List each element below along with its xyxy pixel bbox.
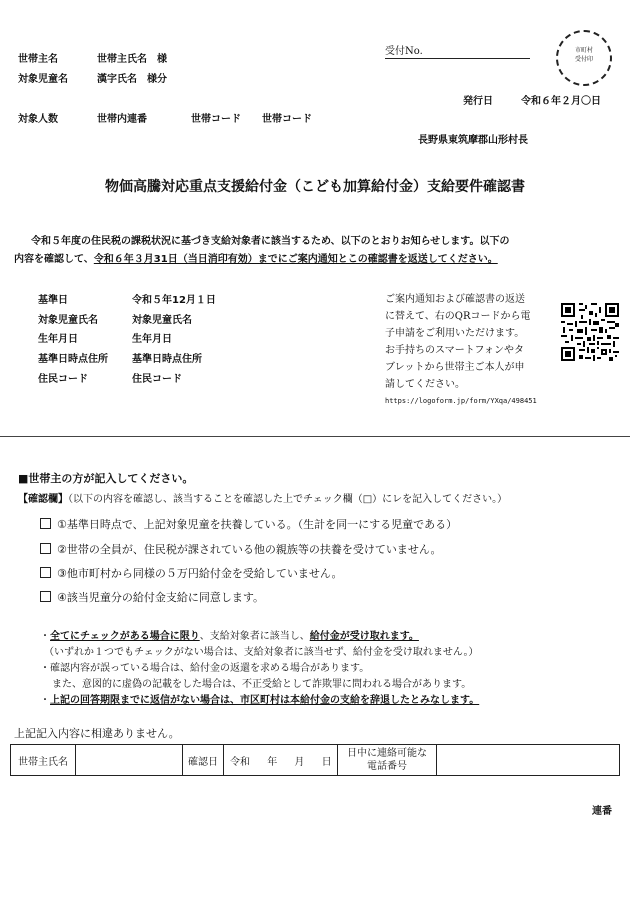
date-year: 年 [267, 756, 278, 768]
setai-value: 世帯主氏名 様 [97, 54, 167, 65]
date-input-cell[interactable] [224, 745, 338, 776]
note-5: ・上記の回答期限までに返信がない場合は、市区町村は本給付金の支給を辞退したとみなします。 [40, 695, 480, 706]
child-label: 対象児童名 [18, 74, 68, 85]
code-value: 世帯コード [262, 114, 312, 125]
intro-deadline: 令和６年３月31日（当日消印有効）までにご案内通知とこの確認書を返送してください。 [93, 254, 498, 265]
detail-label-0: 基準日 [38, 295, 68, 306]
online-line-3: お手持ちのスマートフォンやタ [385, 345, 524, 356]
document-title: 物価高騰対応重点支援給付金（こども加算給付金）支給要件確認書 [105, 179, 525, 195]
form-heading: ■世帯主の方が記入してください。 [18, 472, 194, 485]
receipt-number-field [385, 42, 530, 59]
name-label: 世帯主氏名 [18, 756, 68, 768]
detail-label-4: 住民コード [38, 374, 88, 385]
detail-value-2: 生年月日 [132, 334, 172, 345]
online-url[interactable]: https://logoform.jp/form/YXqa/498451 [385, 397, 537, 405]
checkbox-1[interactable] [40, 543, 51, 554]
reception-stamp [556, 30, 612, 86]
date-label: 確認日 [188, 756, 218, 768]
date-month: 月 [294, 756, 305, 768]
count-label: 対象人数 [18, 114, 58, 125]
note-1-b: 、支給対象者に該当し、 [199, 631, 310, 642]
confirm-instruction [18, 490, 507, 505]
name-label-cell [11, 745, 76, 776]
issue-label: 発行日 [463, 96, 493, 107]
checkbox-2[interactable] [40, 567, 51, 578]
confirm-tag: 【確認欄】 [18, 494, 68, 505]
phone-input-cell[interactable] [437, 745, 620, 776]
checkbox-0[interactable] [40, 518, 51, 529]
online-line-5: 請してください。 [385, 379, 465, 390]
date-era: 令和 [230, 756, 250, 768]
note-1: ・全てにチェックがある場合に限り、支給対象者に該当し、給付金が受け取れます。 [40, 631, 419, 642]
count-value: 世帯内連番 [97, 114, 147, 125]
stamp-line-2: 受付印 [574, 56, 593, 63]
online-line-1: に替えて、右のQRコードから電 [385, 311, 531, 322]
serial-label: 連番 [592, 806, 612, 817]
intro-line-1: 令和５年度の住民税の課税状況に基づき支給対象者に該当するため、以下のとおりお知らせします。以下の [31, 236, 510, 247]
phone-label-1: 日中に連絡可能な [347, 748, 427, 759]
setai-label: 世帯主名 [18, 54, 58, 65]
code-label: 世帯コード [191, 114, 241, 125]
note-1-a: 全てにチェックがある場合に限り [50, 631, 200, 642]
check-label-3: ④該当児童分の給付金支給に同意します。 [57, 591, 264, 604]
qr-code-icon[interactable] [561, 303, 619, 361]
check-label-2: ③他市町村から同様の５万円給付金を受給していません。 [57, 567, 343, 580]
intro-line-2-plain: 内容を確認して、 [14, 254, 94, 265]
signature-table [10, 744, 620, 776]
child-value: 漢字氏名 様分 [97, 74, 167, 85]
detail-value-1: 対象児童氏名 [132, 315, 192, 326]
check-label-0: ①基準日時点で、上記対象児童を扶養している。（生計を同一にする児童である） [57, 518, 458, 531]
detail-label-3: 基準日時点住所 [38, 354, 108, 365]
check-item-0[interactable] [40, 516, 457, 532]
check-item-2[interactable] [40, 565, 343, 581]
section-divider [0, 436, 630, 437]
note-2: （いずれか１つでもチェックがない場合は、支給対象者に該当せず、給付金を受け取れません。） [44, 647, 479, 658]
check-item-1[interactable] [40, 541, 442, 557]
affirmation: 上記記入内容に相違ありません。 [14, 727, 180, 740]
detail-label-2: 生年月日 [38, 334, 78, 345]
name-input-cell[interactable] [76, 745, 183, 776]
note-4: また、意図的に虚偽の記載をした場合は、不正受給として詐欺罪に問われる場合があります。 [52, 679, 472, 690]
check-label-1: ②世帯の全員が、住民税が課されている他の親族等の扶養を受けていません。 [57, 543, 442, 556]
receipt-label: 受付No. [385, 46, 423, 57]
issuer: 長野県東筑摩郡山形村長 [418, 135, 528, 146]
check-item-3[interactable] [40, 589, 264, 605]
phone-label-2: 電話番号 [367, 761, 407, 772]
online-line-0: ご案内通知および確認書の返送 [385, 294, 525, 305]
detail-value-4: 住民コード [132, 374, 182, 385]
online-line-4: ブレットから世帯主ご本人が申 [385, 362, 525, 373]
detail-label-1: 対象児童氏名 [38, 315, 98, 326]
detail-value-3: 基準日時点住所 [132, 354, 202, 365]
confirm-text: （以下の内容を確認し、該当することを確認した上でチェック欄（□）にレを記入してください。） [68, 494, 508, 505]
note-3: ・確認内容が誤っている場合は、給付金の返還を求める場合があります。 [40, 663, 370, 674]
date-day: 日 [321, 756, 332, 768]
online-line-2: 子申請をご利用いただけます。 [385, 328, 525, 339]
date-label-cell [183, 745, 224, 776]
checkbox-3[interactable] [40, 591, 51, 602]
issue-date: 令和６年２月〇日 [521, 96, 601, 107]
note-1-c: 給付金が受け取れます。 [309, 631, 419, 642]
stamp-line-1: 市町村 [574, 47, 593, 54]
intro-line-2 [14, 250, 498, 265]
detail-value-0: 令和５年12月１日 [132, 295, 216, 306]
online-application-text [385, 291, 531, 393]
note-5-text: 上記の回答期限までに返信がない場合は、市区町村は本給付金の支給を辞退したとみなします。 [50, 695, 480, 706]
phone-label-cell [338, 745, 437, 776]
